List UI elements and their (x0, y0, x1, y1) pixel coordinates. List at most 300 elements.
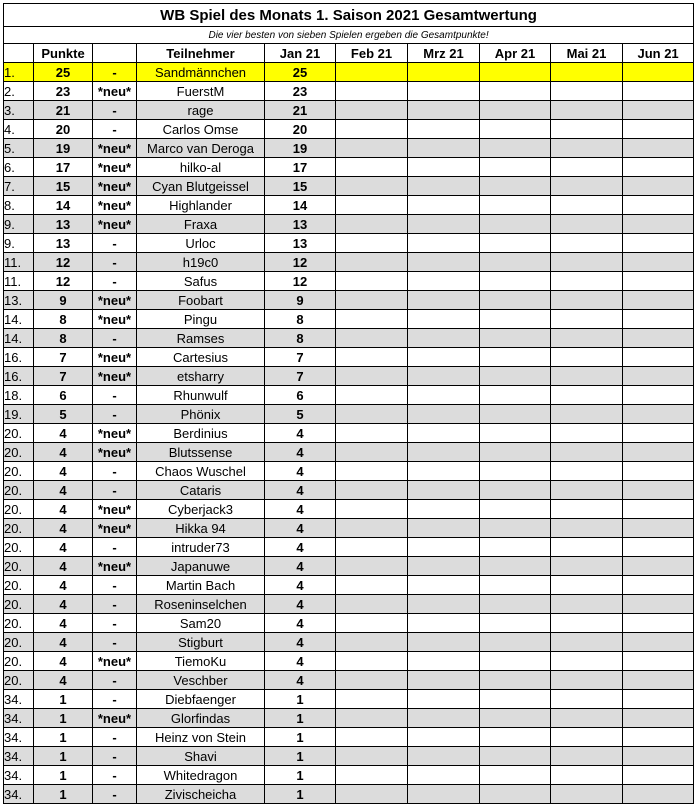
header-month-feb[interactable]: Feb 21 (336, 44, 408, 63)
month-cell[interactable]: 14 (265, 196, 336, 215)
month-cell[interactable] (480, 595, 551, 614)
month-cell[interactable] (336, 500, 408, 519)
participant-cell[interactable]: Urloc (137, 234, 265, 253)
month-cell[interactable] (480, 424, 551, 443)
month-cell[interactable] (336, 196, 408, 215)
points-cell[interactable]: 4 (34, 652, 93, 671)
points-cell[interactable]: 1 (34, 690, 93, 709)
month-cell[interactable] (551, 253, 623, 272)
month-cell[interactable] (336, 633, 408, 652)
participant-cell[interactable]: Berdinius (137, 424, 265, 443)
status-cell[interactable]: - (93, 690, 137, 709)
points-cell[interactable]: 4 (34, 595, 93, 614)
month-cell[interactable]: 23 (265, 82, 336, 101)
rank-cell[interactable]: 20. (4, 614, 34, 633)
month-cell[interactable]: 7 (265, 367, 336, 386)
status-cell[interactable]: - (93, 120, 137, 139)
month-cell[interactable]: 4 (265, 538, 336, 557)
month-cell[interactable] (480, 120, 551, 139)
month-cell[interactable] (480, 196, 551, 215)
month-cell[interactable] (408, 158, 480, 177)
header-participant[interactable]: Teilnehmer (137, 44, 265, 63)
rank-cell[interactable]: 20. (4, 443, 34, 462)
month-cell[interactable] (408, 291, 480, 310)
month-cell[interactable] (336, 481, 408, 500)
month-cell[interactable] (623, 196, 694, 215)
participant-cell[interactable]: Shavi (137, 747, 265, 766)
month-cell[interactable]: 9 (265, 291, 336, 310)
participant-cell[interactable]: Martin Bach (137, 576, 265, 595)
month-cell[interactable] (551, 348, 623, 367)
month-cell[interactable] (408, 367, 480, 386)
month-cell[interactable] (623, 538, 694, 557)
rank-cell[interactable]: 11. (4, 272, 34, 291)
status-cell[interactable]: - (93, 253, 137, 272)
points-cell[interactable]: 8 (34, 329, 93, 348)
status-cell[interactable]: *neu* (93, 652, 137, 671)
month-cell[interactable] (551, 633, 623, 652)
points-cell[interactable]: 4 (34, 500, 93, 519)
header-month-jan[interactable]: Jan 21 (265, 44, 336, 63)
month-cell[interactable]: 6 (265, 386, 336, 405)
status-cell[interactable]: - (93, 272, 137, 291)
month-cell[interactable] (336, 177, 408, 196)
rank-cell[interactable]: 20. (4, 500, 34, 519)
month-cell[interactable] (623, 576, 694, 595)
month-cell[interactable] (623, 120, 694, 139)
points-cell[interactable]: 4 (34, 519, 93, 538)
status-cell[interactable]: - (93, 747, 137, 766)
month-cell[interactable] (623, 291, 694, 310)
month-cell[interactable] (480, 614, 551, 633)
status-cell[interactable]: *neu* (93, 443, 137, 462)
rank-cell[interactable]: 1. (4, 63, 34, 82)
month-cell[interactable]: 1 (265, 709, 336, 728)
points-cell[interactable]: 4 (34, 538, 93, 557)
month-cell[interactable] (551, 272, 623, 291)
month-cell[interactable] (551, 709, 623, 728)
participant-cell[interactable]: Sam20 (137, 614, 265, 633)
rank-cell[interactable]: 9. (4, 234, 34, 253)
month-cell[interactable] (408, 576, 480, 595)
month-cell[interactable] (551, 747, 623, 766)
status-cell[interactable]: *neu* (93, 310, 137, 329)
points-cell[interactable]: 4 (34, 557, 93, 576)
rank-cell[interactable]: 34. (4, 690, 34, 709)
month-cell[interactable] (480, 747, 551, 766)
month-cell[interactable] (336, 101, 408, 120)
rank-cell[interactable]: 16. (4, 367, 34, 386)
status-cell[interactable]: - (93, 785, 137, 804)
month-cell[interactable]: 4 (265, 557, 336, 576)
month-cell[interactable] (480, 329, 551, 348)
month-cell[interactable]: 4 (265, 576, 336, 595)
month-cell[interactable]: 1 (265, 766, 336, 785)
participant-cell[interactable]: rage (137, 101, 265, 120)
participant-cell[interactable]: Heinz von Stein (137, 728, 265, 747)
month-cell[interactable] (623, 386, 694, 405)
month-cell[interactable] (408, 614, 480, 633)
month-cell[interactable]: 1 (265, 728, 336, 747)
rank-cell[interactable]: 20. (4, 519, 34, 538)
month-cell[interactable] (480, 443, 551, 462)
status-cell[interactable]: *neu* (93, 215, 137, 234)
month-cell[interactable] (336, 158, 408, 177)
month-cell[interactable] (551, 785, 623, 804)
month-cell[interactable] (336, 253, 408, 272)
month-cell[interactable] (551, 329, 623, 348)
points-cell[interactable]: 13 (34, 234, 93, 253)
month-cell[interactable] (551, 519, 623, 538)
month-cell[interactable] (336, 671, 408, 690)
month-cell[interactable] (480, 348, 551, 367)
status-cell[interactable]: - (93, 101, 137, 120)
month-cell[interactable] (408, 443, 480, 462)
month-cell[interactable]: 4 (265, 652, 336, 671)
participant-cell[interactable]: Japanuwe (137, 557, 265, 576)
month-cell[interactable] (623, 481, 694, 500)
month-cell[interactable] (336, 443, 408, 462)
month-cell[interactable] (551, 139, 623, 158)
month-cell[interactable] (480, 177, 551, 196)
points-cell[interactable]: 23 (34, 82, 93, 101)
participant-cell[interactable]: etsharry (137, 367, 265, 386)
points-cell[interactable]: 4 (34, 614, 93, 633)
status-cell[interactable]: *neu* (93, 139, 137, 158)
month-cell[interactable] (336, 462, 408, 481)
participant-cell[interactable]: Diebfaenger (137, 690, 265, 709)
month-cell[interactable]: 1 (265, 747, 336, 766)
participant-cell[interactable]: Ramses (137, 329, 265, 348)
month-cell[interactable] (408, 595, 480, 614)
status-cell[interactable]: - (93, 614, 137, 633)
month-cell[interactable]: 1 (265, 785, 336, 804)
month-cell[interactable] (408, 310, 480, 329)
month-cell[interactable] (408, 519, 480, 538)
points-cell[interactable]: 12 (34, 272, 93, 291)
participant-cell[interactable]: Cataris (137, 481, 265, 500)
month-cell[interactable] (623, 234, 694, 253)
month-cell[interactable] (480, 234, 551, 253)
month-cell[interactable] (336, 329, 408, 348)
month-cell[interactable] (408, 766, 480, 785)
month-cell[interactable] (623, 63, 694, 82)
month-cell[interactable]: 4 (265, 462, 336, 481)
rank-cell[interactable]: 4. (4, 120, 34, 139)
month-cell[interactable] (623, 158, 694, 177)
month-cell[interactable]: 19 (265, 139, 336, 158)
points-cell[interactable]: 7 (34, 348, 93, 367)
month-cell[interactable] (551, 690, 623, 709)
month-cell[interactable] (551, 766, 623, 785)
points-cell[interactable]: 4 (34, 424, 93, 443)
month-cell[interactable] (551, 196, 623, 215)
points-cell[interactable]: 1 (34, 747, 93, 766)
month-cell[interactable] (480, 139, 551, 158)
month-cell[interactable]: 21 (265, 101, 336, 120)
status-cell[interactable]: *neu* (93, 177, 137, 196)
rank-cell[interactable]: 34. (4, 785, 34, 804)
points-cell[interactable]: 15 (34, 177, 93, 196)
month-cell[interactable] (336, 424, 408, 443)
points-cell[interactable]: 4 (34, 481, 93, 500)
month-cell[interactable] (551, 405, 623, 424)
month-cell[interactable] (551, 538, 623, 557)
month-cell[interactable] (480, 481, 551, 500)
points-cell[interactable]: 1 (34, 709, 93, 728)
month-cell[interactable] (623, 614, 694, 633)
month-cell[interactable] (480, 101, 551, 120)
month-cell[interactable] (551, 177, 623, 196)
month-cell[interactable] (336, 690, 408, 709)
rank-cell[interactable]: 34. (4, 766, 34, 785)
month-cell[interactable] (408, 234, 480, 253)
month-cell[interactable] (336, 272, 408, 291)
month-cell[interactable] (480, 576, 551, 595)
month-cell[interactable]: 12 (265, 272, 336, 291)
participant-cell[interactable]: FuerstM (137, 82, 265, 101)
status-cell[interactable]: *neu* (93, 291, 137, 310)
month-cell[interactable] (480, 671, 551, 690)
month-cell[interactable] (623, 82, 694, 101)
month-cell[interactable] (336, 82, 408, 101)
points-cell[interactable]: 12 (34, 253, 93, 272)
month-cell[interactable] (551, 728, 623, 747)
month-cell[interactable] (408, 462, 480, 481)
month-cell[interactable] (336, 120, 408, 139)
participant-cell[interactable]: TiemoKu (137, 652, 265, 671)
participant-cell[interactable]: Marco van Deroga (137, 139, 265, 158)
header-month-mrz[interactable]: Mrz 21 (408, 44, 480, 63)
status-cell[interactable]: - (93, 386, 137, 405)
month-cell[interactable] (336, 652, 408, 671)
status-cell[interactable]: - (93, 595, 137, 614)
rank-cell[interactable]: 5. (4, 139, 34, 158)
month-cell[interactable] (551, 291, 623, 310)
month-cell[interactable] (408, 709, 480, 728)
status-cell[interactable]: - (93, 405, 137, 424)
month-cell[interactable] (480, 310, 551, 329)
month-cell[interactable]: 1 (265, 690, 336, 709)
month-cell[interactable] (336, 519, 408, 538)
month-cell[interactable] (480, 538, 551, 557)
points-cell[interactable]: 1 (34, 728, 93, 747)
participant-cell[interactable]: Chaos Wuschel (137, 462, 265, 481)
points-cell[interactable]: 14 (34, 196, 93, 215)
month-cell[interactable] (336, 557, 408, 576)
month-cell[interactable] (408, 253, 480, 272)
month-cell[interactable] (551, 462, 623, 481)
month-cell[interactable] (480, 519, 551, 538)
month-cell[interactable] (551, 557, 623, 576)
month-cell[interactable] (623, 690, 694, 709)
rank-cell[interactable]: 7. (4, 177, 34, 196)
month-cell[interactable] (551, 500, 623, 519)
header-rank[interactable] (4, 44, 34, 63)
status-cell[interactable]: - (93, 329, 137, 348)
status-cell[interactable]: *neu* (93, 709, 137, 728)
rank-cell[interactable]: 20. (4, 538, 34, 557)
month-cell[interactable] (336, 766, 408, 785)
month-cell[interactable]: 4 (265, 519, 336, 538)
month-cell[interactable] (408, 500, 480, 519)
month-cell[interactable] (480, 272, 551, 291)
points-cell[interactable]: 1 (34, 766, 93, 785)
rank-cell[interactable]: 19. (4, 405, 34, 424)
month-cell[interactable] (623, 367, 694, 386)
status-cell[interactable]: - (93, 538, 137, 557)
month-cell[interactable] (551, 595, 623, 614)
month-cell[interactable] (480, 291, 551, 310)
month-cell[interactable] (551, 386, 623, 405)
points-cell[interactable]: 19 (34, 139, 93, 158)
rank-cell[interactable]: 20. (4, 557, 34, 576)
month-cell[interactable]: 4 (265, 500, 336, 519)
status-cell[interactable]: *neu* (93, 557, 137, 576)
rank-cell[interactable]: 20. (4, 595, 34, 614)
month-cell[interactable] (623, 177, 694, 196)
rank-cell[interactable]: 20. (4, 671, 34, 690)
month-cell[interactable] (336, 386, 408, 405)
month-cell[interactable] (480, 652, 551, 671)
month-cell[interactable] (408, 481, 480, 500)
rank-cell[interactable]: 20. (4, 462, 34, 481)
month-cell[interactable] (551, 576, 623, 595)
month-cell[interactable] (480, 215, 551, 234)
status-cell[interactable]: - (93, 234, 137, 253)
month-cell[interactable] (623, 557, 694, 576)
month-cell[interactable]: 4 (265, 424, 336, 443)
month-cell[interactable] (551, 652, 623, 671)
month-cell[interactable] (408, 633, 480, 652)
participant-cell[interactable]: Zivischeicha (137, 785, 265, 804)
points-cell[interactable]: 21 (34, 101, 93, 120)
month-cell[interactable] (623, 443, 694, 462)
points-cell[interactable]: 17 (34, 158, 93, 177)
rank-cell[interactable]: 14. (4, 310, 34, 329)
points-cell[interactable]: 4 (34, 462, 93, 481)
month-cell[interactable]: 4 (265, 633, 336, 652)
rank-cell[interactable]: 20. (4, 652, 34, 671)
month-cell[interactable] (551, 215, 623, 234)
month-cell[interactable]: 17 (265, 158, 336, 177)
month-cell[interactable] (551, 367, 623, 386)
rank-cell[interactable]: 13. (4, 291, 34, 310)
month-cell[interactable] (551, 443, 623, 462)
status-cell[interactable]: - (93, 766, 137, 785)
month-cell[interactable] (480, 785, 551, 804)
month-cell[interactable]: 8 (265, 310, 336, 329)
participant-cell[interactable]: hilko-al (137, 158, 265, 177)
month-cell[interactable] (480, 63, 551, 82)
month-cell[interactable]: 12 (265, 253, 336, 272)
status-cell[interactable]: - (93, 481, 137, 500)
status-cell[interactable]: - (93, 462, 137, 481)
month-cell[interactable] (336, 614, 408, 633)
rank-cell[interactable]: 9. (4, 215, 34, 234)
month-cell[interactable]: 13 (265, 215, 336, 234)
month-cell[interactable] (551, 310, 623, 329)
points-cell[interactable]: 1 (34, 785, 93, 804)
month-cell[interactable] (336, 139, 408, 158)
month-cell[interactable] (551, 120, 623, 139)
month-cell[interactable] (551, 158, 623, 177)
participant-cell[interactable]: h19c0 (137, 253, 265, 272)
month-cell[interactable] (623, 348, 694, 367)
month-cell[interactable] (336, 310, 408, 329)
rank-cell[interactable]: 8. (4, 196, 34, 215)
month-cell[interactable] (623, 633, 694, 652)
participant-cell[interactable]: Cartesius (137, 348, 265, 367)
month-cell[interactable] (408, 196, 480, 215)
month-cell[interactable] (336, 785, 408, 804)
rank-cell[interactable]: 14. (4, 329, 34, 348)
status-cell[interactable]: *neu* (93, 82, 137, 101)
status-cell[interactable]: *neu* (93, 367, 137, 386)
rank-cell[interactable]: 34. (4, 747, 34, 766)
rank-cell[interactable]: 16. (4, 348, 34, 367)
month-cell[interactable]: 20 (265, 120, 336, 139)
month-cell[interactable] (551, 671, 623, 690)
month-cell[interactable] (336, 595, 408, 614)
month-cell[interactable] (551, 234, 623, 253)
points-cell[interactable]: 9 (34, 291, 93, 310)
points-cell[interactable]: 8 (34, 310, 93, 329)
month-cell[interactable] (480, 405, 551, 424)
participant-cell[interactable]: Whitedragon (137, 766, 265, 785)
rank-cell[interactable]: 20. (4, 481, 34, 500)
month-cell[interactable] (480, 633, 551, 652)
month-cell[interactable] (408, 538, 480, 557)
month-cell[interactable] (480, 253, 551, 272)
rank-cell[interactable]: 20. (4, 576, 34, 595)
status-cell[interactable]: - (93, 671, 137, 690)
status-cell[interactable]: - (93, 576, 137, 595)
month-cell[interactable] (551, 614, 623, 633)
participant-cell[interactable]: Highlander (137, 196, 265, 215)
month-cell[interactable] (623, 139, 694, 158)
month-cell[interactable] (336, 747, 408, 766)
rank-cell[interactable]: 11. (4, 253, 34, 272)
status-cell[interactable]: *neu* (93, 348, 137, 367)
month-cell[interactable]: 4 (265, 595, 336, 614)
status-cell[interactable]: *neu* (93, 500, 137, 519)
month-cell[interactable] (623, 253, 694, 272)
month-cell[interactable] (408, 329, 480, 348)
month-cell[interactable] (336, 709, 408, 728)
sheet-subtitle[interactable]: Die vier besten von sieben Spielen ergeben die Gesamtpunkte! (4, 27, 694, 44)
rank-cell[interactable]: 18. (4, 386, 34, 405)
points-cell[interactable]: 4 (34, 671, 93, 690)
points-cell[interactable]: 7 (34, 367, 93, 386)
month-cell[interactable] (480, 709, 551, 728)
status-cell[interactable]: - (93, 728, 137, 747)
points-cell[interactable]: 5 (34, 405, 93, 424)
month-cell[interactable] (623, 766, 694, 785)
month-cell[interactable]: 7 (265, 348, 336, 367)
month-cell[interactable] (336, 576, 408, 595)
month-cell[interactable] (623, 595, 694, 614)
points-cell[interactable]: 4 (34, 576, 93, 595)
participant-cell[interactable]: Cyberjack3 (137, 500, 265, 519)
participant-cell[interactable]: Blutssense (137, 443, 265, 462)
month-cell[interactable] (408, 348, 480, 367)
header-points[interactable]: Punkte (34, 44, 93, 63)
points-cell[interactable]: 4 (34, 443, 93, 462)
points-cell[interactable]: 4 (34, 633, 93, 652)
sheet-title[interactable]: WB Spiel des Monats 1. Saison 2021 Gesamtwertung (4, 4, 694, 27)
participant-cell[interactable]: Stigburt (137, 633, 265, 652)
